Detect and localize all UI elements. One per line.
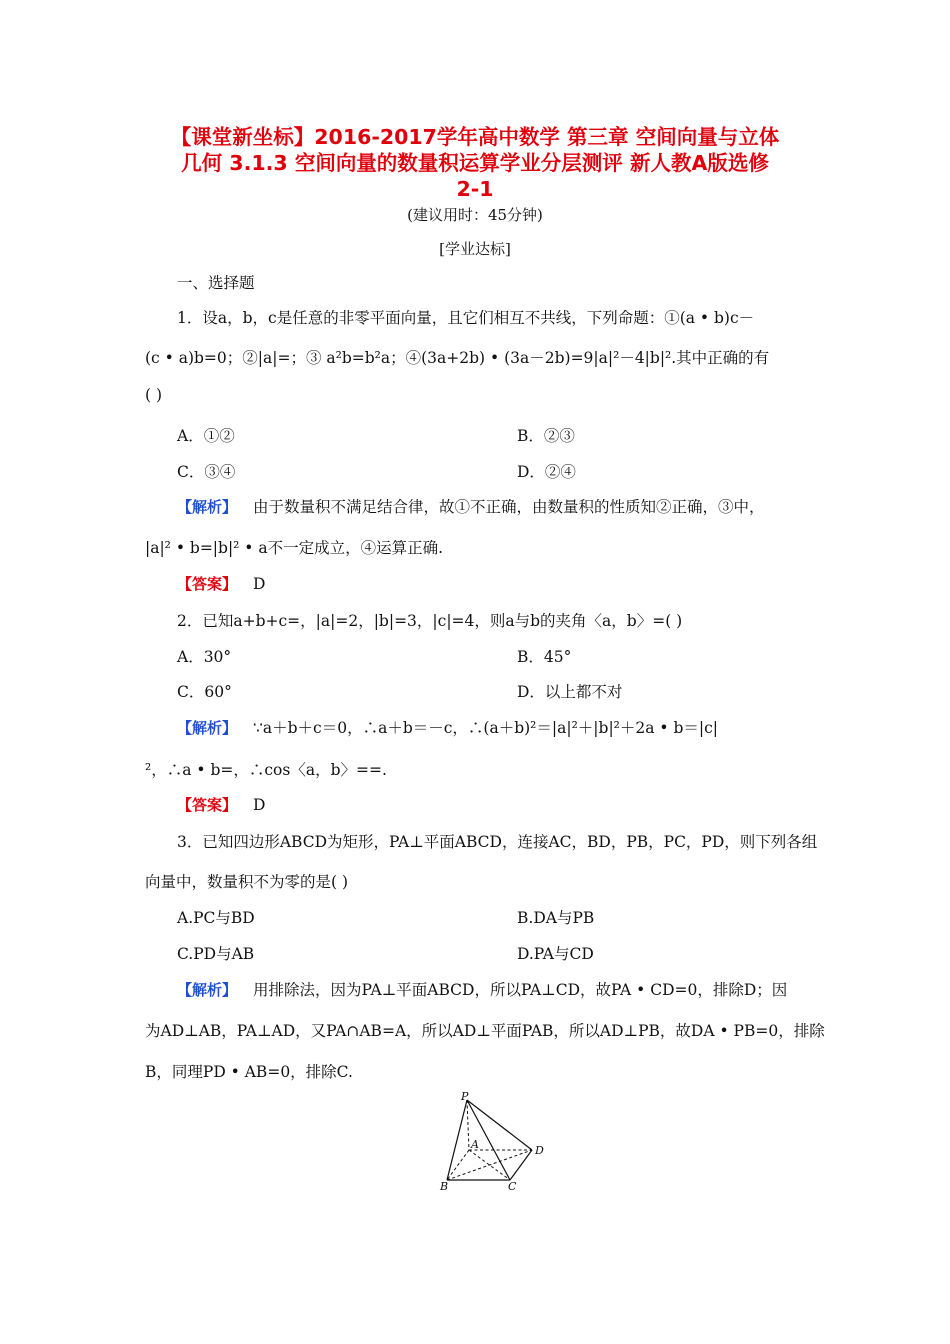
q2-analysis-line-1 — [177, 716, 718, 738]
q1-analysis-line-1 — [177, 495, 765, 517]
q1-option-b: B．②③ — [517, 427, 575, 445]
q1-answer-label: 【答案】 — [177, 575, 238, 593]
q2-option-a: A．30° — [177, 648, 232, 666]
q3-option-c: C.PD与AB — [177, 945, 255, 963]
q2-answer-label: 【答案】 — [177, 796, 238, 814]
q1-stem-line-3: ( ) — [145, 386, 163, 404]
q2-option-d: D．以上都不对 — [517, 683, 623, 701]
time-note: (建议用时：45分钟) — [407, 206, 543, 224]
label-p: P — [461, 1092, 469, 1103]
q3-stem-line-2: 向量中，数量积不为零的是( ) — [145, 873, 349, 891]
edge-pa — [467, 1100, 469, 1150]
q3-option-a: A.PC与BD — [177, 909, 255, 927]
q1-stem-line-2: (c • a)b=0；②|a|=；③ a²b=b²a；④(3a+2b) • (3a－2b)=9|a|²－4|b|².其中正确的有 — [145, 349, 770, 367]
q3-analysis-line-1 — [177, 978, 787, 1000]
q1-analysis-label: 【解析】 — [177, 498, 238, 516]
q3-option-b: B.DA与PB — [517, 909, 595, 927]
q2-analysis-label: 【解析】 — [177, 719, 238, 737]
q1-answer: D — [253, 575, 266, 593]
q2-analysis-text-1: ∵a＋b＋c＝0，∴a＋b＝－c，∴(a＋b)²＝|a|²＋|b|²＋2a • b＝|c| — [253, 719, 719, 737]
q3-stem-line-1: 3．已知四边形ABCD为矩形，PA⊥平面ABCD，连接AC，BD，PB，PC，PD，则下列各组 — [177, 833, 818, 851]
label-b: B — [440, 1180, 449, 1192]
q2-stem: 2．已知a+b+c=，|a|=2，|b|=3，|c|=4，则a与b的夹角〈a，b〉=( ) — [177, 612, 683, 630]
q1-stem-line-1: 1．设a，b，c是任意的非零平面向量，且它们相互不共线，下列命题：①(a • b)c－ — [177, 309, 755, 327]
q1-option-a: A．①② — [177, 427, 235, 445]
label-d: D — [535, 1144, 544, 1157]
q2-option-b: B．45° — [517, 648, 572, 666]
q1-option-d: D．②④ — [517, 463, 576, 481]
document-title — [120, 124, 830, 202]
label-c: C — [508, 1180, 517, 1192]
q1-analysis-text-1: 由于数量积不满足结合律，故①不正确，由数量积的性质知②正确，③中， — [253, 498, 765, 516]
q1-analysis-line-2: |a|² • b=|b|² • a不一定成立，④运算正确. — [145, 539, 444, 557]
title-line-1: 【课堂新坐标】2016-2017学年高中数学 第三章 空间向量与立体 — [170, 125, 780, 149]
section-heading: 一、选择题 — [177, 274, 255, 292]
q2-option-c: C．60° — [177, 683, 232, 701]
label-a: A — [471, 1138, 479, 1151]
q3-analysis-label: 【解析】 — [177, 981, 238, 999]
edge-pb — [447, 1100, 467, 1180]
pyramid-figure — [438, 1092, 548, 1192]
diagonal-bd — [447, 1150, 532, 1180]
title-line-2: 几何 3.1.3 空间向量的数量积运算学业分层测评 新人教A版选修 — [181, 151, 769, 175]
q1-option-c: C．③④ — [177, 463, 236, 481]
q3-analysis-line-2: 为AD⊥AB，PA⊥AD，又PA∩AB=A，所以AD⊥平面PAB，所以AD⊥PB，故DA • PB=0，排除 — [145, 1022, 825, 1040]
title-line-3: 2-1 — [456, 177, 494, 201]
q2-answer-line — [177, 794, 265, 815]
q3-option-d: D.PA与CD — [517, 945, 594, 963]
q2-answer: D — [253, 796, 266, 814]
q3-analysis-line-3: B，同理PD • AB=0，排除C. — [145, 1063, 353, 1081]
q2-analysis-line-2: ²，∴a • b=，∴cos〈a，b〉==. — [145, 761, 387, 779]
q1-answer-line — [177, 573, 265, 594]
level-label: [学业达标] — [439, 240, 511, 258]
edge-cd — [510, 1150, 532, 1180]
q3-analysis-text-1: 用排除法，因为PA⊥平面ABCD，所以PA⊥CD，故PA • CD=0，排除D；因 — [253, 981, 788, 999]
